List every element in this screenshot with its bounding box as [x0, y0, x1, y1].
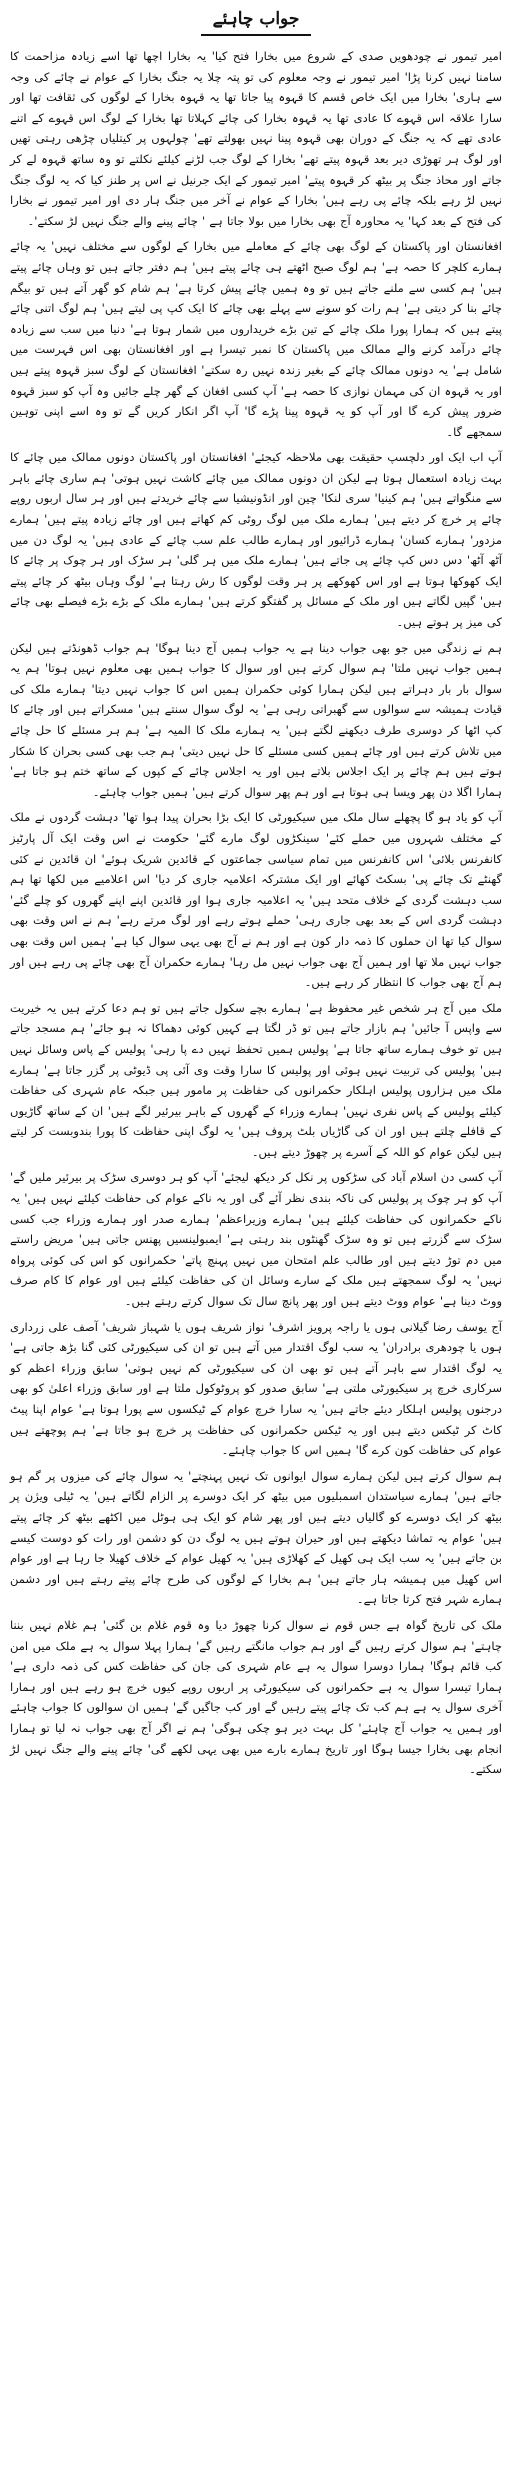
- article-paragraph: آپ کو یاد ہو گا پچھلے سال ملک میں سیکیورٹی کا ایک بڑا بحران پیدا ہوا تھا' دہشت گردوں نے ملک کے مختلف شہروں میں حملے کئے' سینکڑوں لوگ مارے گئے' حکومت نے اس وقت ایک آل پارٹیز کانفرنس بلائی' اس کانفرنس میں تمام سیاسی جماعتوں کے قائدین شریک ہوئے' ان قائدین نے کئی گھنٹے تک چائے پی' بسکٹ کھائے اور ایک مشترکہ اعلامیہ جاری کر دیا' اس اعلامیے میں لکھا تھا ہم سب دہشت گردی کے خلاف متحد ہیں' یہ اعلامیہ جاری ہوا اور قائدین اپنے اپنے گھروں کو چلے گئے' دہشت گردی اس کے بعد بھی جاری رہی' حملے ہوتے رہے اور لوگ مرتے رہے' ہم نے اس وقت بھی سوال کیا تھا ان حملوں کا ذمہ دار کون ہے اور ہم نے آج بھی یہی سوال کیا ہے' ہمیں اس وقت بھی جواب نہیں ملا تھا اور ہمیں آج بھی جواب نہیں مل رہا' ہمارے حکمران آج بھی چائے پی رہے ہیں اور ہم آج بھی جواب کا انتظار کر رہے ہیں۔: [10, 810, 502, 990]
- article-paragraph: آج یوسف رضا گیلانی ہوں یا راجہ پرویز اشرف' نواز شریف ہوں یا شہباز شریف' آصف علی زرداری ہوں یا چودھری برادران' یہ سب لوگ اقتدار میں آتے ہیں تو ان کی سیکیورٹی کئی گنا بڑھ جاتی ہے' یہ لوگ اقتدار سے باہر آتے ہیں تو بھی ان کی سیکیورٹی کم نہیں ہوتی' سابق وزراء اعظم کو سرکاری خرچ پر سیکیورٹی ملتی ہے' سابق صدور کو پروٹوکول ملتا ہے اور سابق وزراء اعلیٰ کو بھی درجنوں پولیس اہلکار دیئے جاتے ہیں' یہ سارا خرچ عوام کے ٹیکسوں سے پورا ہوتا ہے' عوام اپنا پیٹ کاٹ کر ٹیکس دیتے ہیں اور یہ ٹیکس حکمرانوں کی حفاظت پر خرچ ہو جاتا ہے' ہم پوچھتے ہیں عوام کی حفاظت کون کرے گا' ہمیں اس کا جواب چاہئے۔: [10, 1319, 502, 1458]
- article-paragraph: افغانستان اور پاکستان کے لوگ بھی چائے کے معاملے میں بخارا کے لوگوں سے مختلف نہیں' یہ چائے ہمارے کلچر کا حصہ ہے' ہم لوگ صبح اٹھتے ہی چائے پیتے ہیں' ہم دفتر جاتے ہیں تو وہاں چائے پیتے ہیں' ہم کسی سے ملنے جاتے ہیں تو وہ ہمیں چائے پیش کرتا ہے' ہم شام کو گھر آتے ہیں تو بیگم چائے بنا کر دیتی ہے' ہم رات کو سونے سے پہلے بھی چائے کا ایک کپ پی لیتے ہیں' ہم لوگ اتنی چائے پیتے ہیں کہ ہمارا پورا ملک چائے کے تین بڑے خریداروں میں شمار ہوتا ہے' دنیا میں سب سے زیادہ چائے درآمد کرنے والے ممالک میں پاکستان کا نمبر تیسرا ہے اور افغانستان بھی اس فہرست میں شامل ہے' یہ دونوں ممالک چائے کے بغیر زندہ نہیں رہ سکتے' افغانستان کے لوگ سبز قہوہ پیتے ہیں اور یہ قہوہ ان کی مہمان نوازی کا حصہ ہے' آپ کسی افغان کے گھر چلے جائیں وہ آپ کو سبز قہوہ ضرور پیش کرے گا اور آپ کو یہ قہوہ پینا پڑے گا' آپ اگر انکار کریں گے تو وہ اسے اپنی توہین سمجھے گا۔: [10, 239, 502, 439]
- title-block: [10, 6, 502, 46]
- article-paragraph: ہم نے زندگی میں جو بھی جواب دینا ہے یہ جواب ہمیں آج دینا ہوگا' ہم جواب ڈھونڈتے ہیں لیکن ہمیں جواب نہیں ملتا' ہم سوال کرتے ہیں اور سوال کا جواب ہمیں بھی معلوم نہیں ہوتا' ہم یہ سوال بار بار دہراتے ہیں لیکن ہمارا کوئی حکمران ہمیں اس کا جواب نہیں دیتا' ہمارے ملک کی قیادت ہمیشہ سے سوالوں سے گھبراتی رہی ہے' یہ لوگ سوال سنتے ہیں' مسکراتے ہیں اور چائے کا کپ اٹھا کر دوسری طرف دیکھنے لگتے ہیں' یہ ہمارے ملک کا المیہ ہے' ہم ہر مسئلے کا حل چائے میں تلاش کرتے ہیں اور چائے ہمیں کسی مسئلے کا حل نہیں دیتی' ہم جب بھی کسی بحران کا شکار ہوتے ہیں ہم چائے پر ایک اجلاس بلاتے ہیں اور یہ اجلاس چائے کے کپوں کے ساتھ ختم ہو جاتا ہے' ہمارا اگلا دن پھر ویسا ہی ہوتا ہے اور ہم پھر سوال کرتے ہیں' ہمیں جواب چاہئے۔: [10, 640, 502, 799]
- article-paragraph: آپ کسی دن اسلام آباد کی سڑکوں پر نکل کر دیکھ لیجئے' آپ کو ہر دوسری سڑک پر بیرئیر ملیں گے' آپ کو ہر چوک پر پولیس کی ناکہ بندی نظر آئے گی اور یہ ناکے عوام کی حفاظت کیلئے نہیں ہیں' یہ ناکے حکمرانوں کی حفاظت کیلئے ہیں' ہمارے وزیراعظم' ہمارے صدر اور ہمارے وزراء جب کسی سڑک سے گزرتے ہیں تو وہ سڑک گھنٹوں بند رہتی ہے' ایمبولینسیں پھنس جاتی ہیں' مریض راستے میں دم توڑ دیتے ہیں اور طالب علم امتحان میں نہیں پہنچ پاتے' حکمرانوں کو اس کی کوئی پرواہ نہیں' یہ لوگ سمجھتے ہیں ملک کے سارے وسائل ان کی حفاظت کیلئے ہیں اور عوام کا کام صرف ووٹ دینا ہے' عوام ووٹ دیتے ہیں اور پھر پانچ سال تک سوال کرتے رہتے ہیں۔: [10, 1170, 502, 1309]
- article-paragraph: ملک میں آج ہر شخص غیر محفوظ ہے' ہمارے بچے سکول جاتے ہیں تو ہم دعا کرتے ہیں یہ خیریت سے واپس آ جائیں' ہم بازار جاتے ہیں تو ڈر لگتا ہے کہیں کوئی دھماکا نہ ہو جائے' ہم مسجد جاتے ہیں تو خوف ہمارے ساتھ جاتا ہے' پولیس ہمیں تحفظ نہیں دے پا رہی' پولیس کے پاس وسائل نہیں ہیں' پولیس کی تربیت نہیں ہوئی اور پولیس کا سارا وقت وی آئی پی ڈیوٹی پر گزر جاتا ہے' ہمارے ملک میں ہزاروں پولیس اہلکار حکمرانوں کی حفاظت پر مامور ہیں جبکہ عام شہری کی حفاظت کیلئے پولیس کے پاس نفری نہیں' ہمارے وزراء کے گھروں کے باہر بیرئیر لگے ہیں' ان کے ساتھ گاڑیوں کے قافلے چلتے ہیں اور ان کی گاڑیاں بلٹ پروف ہیں' یہ لوگ اپنی حفاظت کا پورا بندوبست کر لیتے ہیں لیکن عوام کو اللہ کے آسرے پر چھوڑ دیتے ہیں۔: [10, 1000, 502, 1159]
- article-paragraph: امیر تیمور نے چودھویں صدی کے شروع میں بخارا فتح کیا' یہ بخارا اچھا تھا اسے زیادہ مزاحمت کا سامنا نہیں کرنا پڑا' امیر تیمور نے وجہ معلوم کی تو پتہ چلا یہ جنگ بخارا کے عوام نے چائے کی وجہ سے ہاری' بخارا میں ایک خاص قسم کا قہوہ پیا جاتا تھا یہ قہوہ بخارا کے لوگوں کی ثقافت تھا اور سارا علاقہ اس قہوے کا عادی تھا یہ قہوہ بخارا کی چائے کہلاتا تھا بخارا کے لوگ اس قہوے کے اتنے عادی تھے کہ یہ جنگ کے دوران بھی قہوہ پینا نہیں بھولتے تھے' چولہوں پر کیتلیاں چڑھی رہتی تھیں اور لوگ ہر تھوڑی دیر بعد قہوہ پیتے تھے' بخارا کے لوگ جب لڑنے کیلئے نکلتے تو وہ ساتھ قہوہ لے کر جاتے اور محاذ جنگ پر بیٹھ کر قہوہ پیتے' امیر تیمور کے ایک جرنیل نے اس پر طنز کیا کہ یہ لوگ جنگ نہیں لڑ رہے بلکہ چائے پی رہے ہیں' بخارا کے عوام نے آخر میں جنگ ہار دی اور امیر تیمور نے بخارا کی فتح کے بعد کہا' یہ محاورہ آج بھی بخارا میں بولا جاتا ہے ' چائے پینے والے جنگ نہیں لڑ سکتے'۔: [10, 49, 502, 228]
- article-title: جواب چاہئے: [212, 9, 300, 29]
- article-body: [10, 46, 502, 1780]
- article-paragraph: ملک کی تاریخ گواہ ہے جس قوم نے سوال کرنا چھوڑ دیا وہ قوم غلام بن گئی' ہم غلام نہیں بننا چاہتے' ہم سوال کرتے رہیں گے اور ہم جواب مانگتے رہیں گے' ہمارا پہلا سوال یہ ہے ملک میں امن کب قائم ہوگا' ہمارا دوسرا سوال یہ ہے عام شہری کی جان کی حفاظت کس کی ذمہ داری ہے' ہمارا تیسرا سوال یہ ہے حکمرانوں کی سیکیورٹی پر اربوں روپے کیوں خرچ ہو رہے ہیں اور ہمارا آخری سوال یہ ہے ہم کب تک چائے پیتے رہیں گے اور کب جاگیں گے' ہمیں ان سوالوں کا جواب چاہئے اور ہمیں یہ جواب آج چاہئے' کل بہت دیر ہو چکی ہوگی' ہم نے اگر آج بھی جواب نہ لیا تو ہمارا انجام بھی بخارا جیسا ہوگا اور تاریخ ہمارے بارے میں بھی یہی لکھے گی' چائے پینے والے جنگ نہیں لڑ سکتے۔: [10, 1617, 502, 1777]
- title-underline: [201, 34, 311, 36]
- article-paragraph: آپ اب ایک اور دلچسپ حقیقت بھی ملاحظہ کیجئے' افغانستان اور پاکستان دونوں ممالک میں چائے کا بہت زیادہ استعمال ہوتا ہے لیکن ان دونوں ممالک میں چائے کاشت نہیں ہوتی' ہم ساری چائے باہر سے منگواتے ہیں' ہم کینیا' سری لنکا' چین اور انڈونیشیا سے چائے خریدتے ہیں اور ہر سال اربوں روپے چائے پر خرچ کر دیتے ہیں' ہمارے ملک میں لوگ روٹی کم کھاتے ہیں اور چائے زیادہ پیتے ہیں' ہمارے مزدور' ہمارے کسان' ہمارے ڈرائیور اور ہمارے طالب علم سب چائے کے عادی ہیں' یہ لوگ دن میں آٹھ آٹھ' دس دس کپ چائے پی جاتے ہیں' ہمارے ملک میں ہر گلی' ہر سڑک اور ہر چوک پر چائے کا ایک کھوکھا ہوتا ہے اور اس کھوکھے پر ہر وقت لوگوں کا رش رہتا ہے' لوگ وہاں بیٹھ کر چائے پیتے ہیں' گپیں لگاتے ہیں اور ملک کے مسائل پر گفتگو کرتے ہیں' ہمارے ملک کے بڑے بڑے فیصلے بھی چائے کی میز پر ہوتے ہیں۔: [10, 450, 502, 630]
- article-paragraph: ہم سوال کرتے ہیں لیکن ہمارے سوال ایوانوں تک نہیں پہنچتے' یہ سوال چائے کی میزوں پر گم ہو جاتے ہیں' ہمارے سیاستدان اسمبلیوں میں بیٹھ کر ایک دوسرے پر الزام لگاتے ہیں' یہ ٹیلی ویژن پر بیٹھ کر ایک دوسرے کو گالیاں دیتے ہیں اور پھر شام کو ایک ہی ہوٹل میں اکٹھے بیٹھ کر چائے پیتے ہیں' عوام یہ تماشا دیکھتے ہیں اور حیران ہوتے ہیں یہ لوگ دن کو دشمن اور رات کو دوست کیسے بن جاتے ہیں' یہ سب ایک ہی کھیل کے کھلاڑی ہیں' یہ کھیل عوام کے خلاف کھیلا جا رہا ہے اور عوام اس کھیل میں ہمیشہ ہار جاتے ہیں' ہم بخارا کے لوگوں کی طرح چائے پیتے رہتے ہیں اور دشمن ہمارے شہر فتح کرتا جاتا ہے۔: [10, 1468, 502, 1607]
